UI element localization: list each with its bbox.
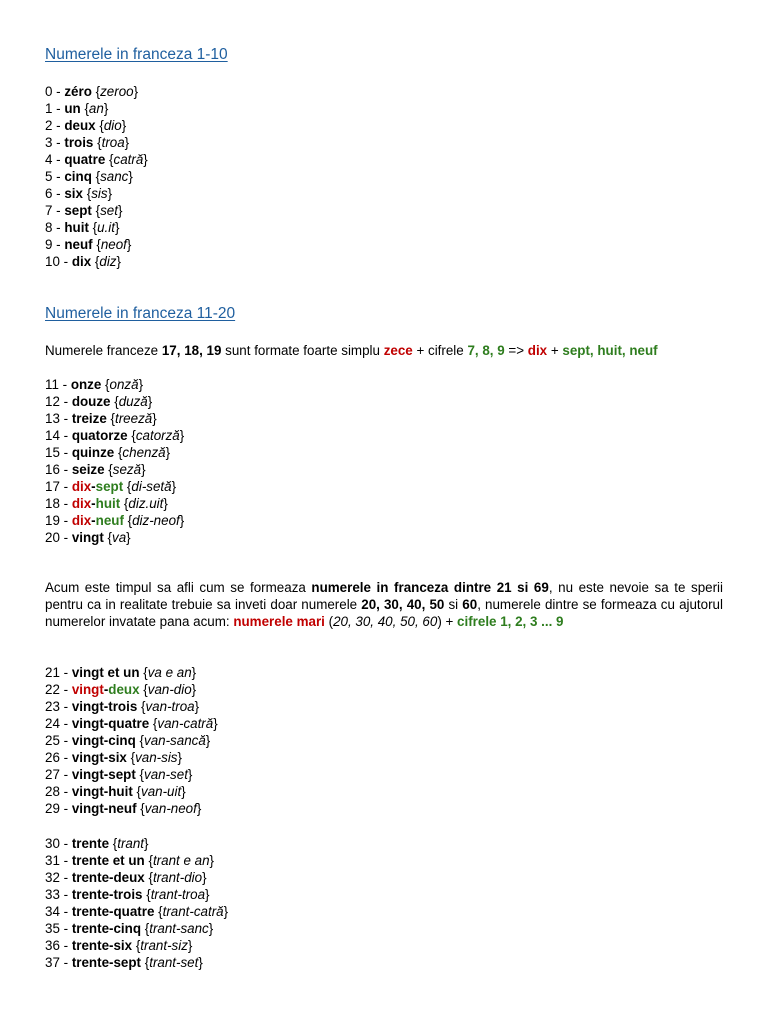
number-digit: 16 <box>45 462 60 477</box>
french-word <box>72 955 141 970</box>
word-part: trente-sept <box>71 955 142 970</box>
word-part: dix <box>71 496 92 511</box>
word-part: deux <box>64 118 96 133</box>
text-run: ( <box>324 614 334 629</box>
text-run: 7, 8, 9 <box>467 343 505 358</box>
word-part: deux <box>108 682 140 697</box>
pronunciation: trant-dio <box>152 870 203 885</box>
word-part: huit <box>95 496 121 511</box>
number-digit: 18 <box>45 496 60 511</box>
word-part: six <box>64 186 83 201</box>
number-item: 1 - un {an} <box>45 101 109 116</box>
number-item: 19 - dix-neuf {diz-neof} <box>45 513 185 528</box>
pronunciation: trant-troa <box>150 887 206 902</box>
number-item: 16 - seize {seză} <box>45 462 146 477</box>
french-word <box>64 220 89 235</box>
french-word <box>72 496 120 511</box>
text-run: numerele mari <box>233 614 325 629</box>
french-word <box>71 377 102 392</box>
french-word <box>72 784 133 799</box>
pronunciation: sanc <box>100 169 129 184</box>
text-run: , nu este nevoie sa te sperii pentru ca in realitate trebuie sa inveti doar numerele <box>45 580 723 612</box>
pronunciation: catorză <box>135 428 180 443</box>
word-part: vingt-six <box>71 750 127 765</box>
word-part: huit <box>64 220 89 235</box>
number-item: 2 - deux {dio} <box>45 118 127 133</box>
french-word <box>64 186 83 201</box>
text-run: Acum este timpul sa afli cum se formeaza <box>45 580 312 595</box>
pronunciation: trant <box>117 836 145 851</box>
intro-paragraph-21-69 <box>45 579 723 630</box>
number-item: 14 - quatorze {catorză} <box>45 428 185 443</box>
word-part: un <box>64 101 81 116</box>
number-item: 25 - vingt-cinq {van-sancă} <box>45 733 211 748</box>
word-part: vingt-huit <box>71 784 133 799</box>
text-run: dix <box>527 343 548 358</box>
number-digit: 0 <box>45 84 53 99</box>
french-word <box>72 716 149 731</box>
pronunciation: neof <box>100 237 127 252</box>
number-item: 17 - dix-sept {di-setă} <box>45 479 177 494</box>
number-item: 33 - trente-trois {trant-troa} <box>45 887 210 902</box>
word-part: - <box>91 496 96 511</box>
french-word <box>64 169 92 184</box>
french-word <box>72 682 140 697</box>
number-list-21-29 <box>45 664 218 817</box>
number-list-11-20 <box>45 376 184 546</box>
word-part: zéro <box>64 84 92 99</box>
pronunciation: van-sis <box>135 750 178 765</box>
number-digit: 22 <box>45 682 60 697</box>
number-item: 15 - quinze {chenză} <box>45 445 171 460</box>
number-digit: 33 <box>45 887 60 902</box>
word-part: vingt-cinq <box>71 733 136 748</box>
number-item: 18 - dix-huit {diz.uit} <box>45 496 168 511</box>
number-digit: 12 <box>45 394 60 409</box>
number-item: 29 - vingt-neuf {van-neof} <box>45 801 202 816</box>
pronunciation: van-dio <box>147 682 192 697</box>
number-item: 36 - trente-six {trant-siz} <box>45 938 193 953</box>
pronunciation: diz-neof <box>132 513 180 528</box>
number-digit: 2 <box>45 118 53 133</box>
pronunciation: u.it <box>97 220 115 235</box>
text-run: 60 <box>462 597 478 612</box>
number-item: 21 - vingt et un {va e an} <box>45 665 197 680</box>
number-item: 0 - zéro {zeroo} <box>45 84 139 99</box>
pronunciation: trant-set <box>149 955 199 970</box>
number-digit: 26 <box>45 750 60 765</box>
french-word <box>72 870 145 885</box>
pronunciation: seză <box>112 462 142 477</box>
word-part: vingt <box>71 682 104 697</box>
word-part: vingt <box>71 530 104 545</box>
text-run: cifrele 1, 2, 3 ... 9 <box>457 614 564 629</box>
word-part: dix <box>71 513 92 528</box>
pronunciation: diz.uit <box>128 496 164 511</box>
text-run: => <box>504 343 528 358</box>
number-digit: 37 <box>45 955 60 970</box>
number-digit: 7 <box>45 203 53 218</box>
pronunciation: van-catră <box>157 716 214 731</box>
number-digit: 35 <box>45 921 60 936</box>
pronunciation: van-troa <box>145 699 195 714</box>
pronunciation: diz <box>99 254 117 269</box>
number-digit: 19 <box>45 513 60 528</box>
word-part: vingt et un <box>71 665 140 680</box>
number-digit: 8 <box>45 220 53 235</box>
word-part: cinq <box>64 169 92 184</box>
pronunciation: di-setă <box>131 479 172 494</box>
number-digit: 11 <box>45 377 59 392</box>
word-part: trois <box>64 135 94 150</box>
number-item: 11 - onze {onză} <box>45 377 144 392</box>
number-digit: 20 <box>45 530 60 545</box>
text-run: Numerele franceze <box>45 343 162 358</box>
number-digit: 25 <box>45 733 60 748</box>
pronunciation: set <box>100 203 118 218</box>
french-word <box>72 750 127 765</box>
french-word <box>72 665 140 680</box>
pronunciation: van-uit <box>141 784 182 799</box>
word-part: quatre <box>64 152 106 167</box>
french-word <box>72 530 104 545</box>
number-item: 23 - vingt-trois {van-troa} <box>45 699 200 714</box>
french-word <box>72 921 141 936</box>
french-word <box>72 513 124 528</box>
word-part: neuf <box>95 513 124 528</box>
number-item: 6 - six {sis} <box>45 186 113 201</box>
number-digit: 13 <box>45 411 60 426</box>
french-word <box>72 254 91 269</box>
pronunciation: van-sancă <box>144 733 206 748</box>
french-word <box>64 203 92 218</box>
number-item: 13 - treize {treeză} <box>45 411 157 426</box>
number-digit: 10 <box>45 254 60 269</box>
number-item: 12 - douze {duză} <box>45 394 153 409</box>
text-run: numerele in franceza dintre 21 si 69 <box>311 580 549 595</box>
pronunciation: van-neof <box>144 801 197 816</box>
number-digit: 9 <box>45 237 53 252</box>
number-digit: 5 <box>45 169 53 184</box>
pronunciation: troa <box>101 135 125 150</box>
text-run: si <box>444 597 463 612</box>
number-item: 4 - quatre {catră} <box>45 152 148 167</box>
text-run: , numerele dintre se formeaza cu ajutorul numerelor invatate pana acum: <box>45 597 723 629</box>
word-part: trente-six <box>71 938 133 953</box>
word-part: onze <box>70 377 102 392</box>
french-word <box>72 445 114 460</box>
text-run: 20, 30, 40, 50 <box>361 597 445 612</box>
pronunciation: trant e an <box>152 853 210 868</box>
word-part: seize <box>71 462 105 477</box>
number-item: 31 - trente et un {trant e an} <box>45 853 214 868</box>
word-part: quinze <box>71 445 115 460</box>
word-part: - <box>103 682 109 697</box>
word-part: trente-trois <box>71 887 143 902</box>
number-item: 20 - vingt {va} <box>45 530 131 545</box>
pronunciation: va <box>112 530 127 545</box>
pronunciation: van-set <box>144 767 188 782</box>
french-word <box>72 699 137 714</box>
number-digit: 34 <box>45 904 60 919</box>
pronunciation: treeză <box>115 411 153 426</box>
word-part: dix <box>71 479 92 494</box>
word-part: vingt-sept <box>71 767 136 782</box>
number-digit: 21 <box>45 665 60 680</box>
pronunciation: chenză <box>122 445 166 460</box>
word-part: trente-quatre <box>71 904 155 919</box>
number-digit: 23 <box>45 699 60 714</box>
pronunciation: duză <box>118 394 148 409</box>
number-list-1-10 <box>45 83 148 270</box>
word-part: vingt-neuf <box>71 801 137 816</box>
word-part: neuf <box>64 237 93 252</box>
french-word <box>64 118 95 133</box>
number-item: 34 - trente-quatre {trant-catră} <box>45 904 229 919</box>
french-word <box>72 938 132 953</box>
pronunciation: trant-catră <box>162 904 224 919</box>
text-run: + <box>547 343 563 358</box>
french-word <box>64 237 92 252</box>
number-digit: 1 <box>45 101 53 116</box>
pronunciation: dio <box>103 118 122 133</box>
french-word <box>64 101 80 116</box>
number-digit: 31 <box>45 853 60 868</box>
french-word <box>64 84 92 99</box>
french-word <box>72 411 107 426</box>
section-title-11-20: Numerele in franceza 11-20 <box>45 305 236 322</box>
word-part: - <box>91 479 96 494</box>
french-word <box>72 733 136 748</box>
word-part: - <box>91 513 96 528</box>
french-word <box>72 836 109 851</box>
french-word <box>72 462 105 477</box>
number-digit: 14 <box>45 428 60 443</box>
number-digit: 32 <box>45 870 60 885</box>
text-run: sept, huit, neuf <box>562 343 658 358</box>
text-run: + cifrele <box>412 343 468 358</box>
intro-paragraph-11-20 <box>45 342 723 359</box>
number-digit: 30 <box>45 836 60 851</box>
word-part: vingt-trois <box>71 699 138 714</box>
pronunciation: va e an <box>147 665 192 680</box>
word-part: quatorze <box>71 428 128 443</box>
word-part: douze <box>71 394 111 409</box>
number-digit: 36 <box>45 938 60 953</box>
number-item: 5 - cinq {sanc} <box>45 169 133 184</box>
number-digit: 3 <box>45 135 53 150</box>
word-part: trente-deux <box>71 870 145 885</box>
french-word <box>64 135 93 150</box>
word-part: trente et un <box>71 853 145 868</box>
pronunciation: zeroo <box>100 84 134 99</box>
number-item: 37 - trente-sept {trant-set} <box>45 955 203 970</box>
text-run: 20, 30, 40, 50, 60 <box>333 614 438 629</box>
text-run: ) + <box>437 614 458 629</box>
french-word <box>72 428 128 443</box>
text-run: 17, 18, 19 <box>161 343 222 358</box>
text-run: sunt formate foarte simplu <box>221 343 384 358</box>
number-item: 7 - sept {set} <box>45 203 123 218</box>
pronunciation: trant-siz <box>140 938 188 953</box>
french-word <box>72 887 143 902</box>
section-title-1-10: Numerele in franceza 1-10 <box>45 46 228 63</box>
number-digit: 6 <box>45 186 53 201</box>
word-part: vingt-quatre <box>71 716 150 731</box>
word-part: sept <box>95 479 124 494</box>
word-part: sept <box>64 203 92 218</box>
number-digit: 15 <box>45 445 60 460</box>
word-part: trente-cinq <box>71 921 142 936</box>
pronunciation: catră <box>113 152 144 167</box>
pronunciation: an <box>88 101 104 116</box>
number-item: 35 - trente-cinq {trant-sanc} <box>45 921 214 936</box>
number-item: 24 - vingt-quatre {van-catră} <box>45 716 218 731</box>
number-item: 22 - vingt-deux {van-dio} <box>45 682 197 697</box>
number-item: 3 - trois {troa} <box>45 135 130 150</box>
number-digit: 28 <box>45 784 60 799</box>
number-digit: 24 <box>45 716 60 731</box>
french-word <box>72 394 111 409</box>
word-part: dix <box>71 254 92 269</box>
number-item: 27 - vingt-sept {van-set} <box>45 767 193 782</box>
number-item: 32 - trente-deux {trant-dio} <box>45 870 207 885</box>
number-item: 28 - vingt-huit {van-uit} <box>45 784 186 799</box>
number-item: 30 - trente {trant} <box>45 836 149 851</box>
french-word <box>72 904 155 919</box>
number-item: 26 - vingt-six {van-sis} <box>45 750 182 765</box>
number-item: 9 - neuf {neof} <box>45 237 132 252</box>
french-word <box>72 853 145 868</box>
pronunciation: trant-sanc <box>149 921 209 936</box>
french-word <box>72 767 136 782</box>
french-word <box>64 152 105 167</box>
number-digit: 29 <box>45 801 60 816</box>
french-word <box>72 479 123 494</box>
number-item: 8 - huit {u.it} <box>45 220 120 235</box>
pronunciation: sis <box>91 186 108 201</box>
number-digit: 17 <box>45 479 60 494</box>
french-word <box>72 801 137 816</box>
pronunciation: onză <box>109 377 139 392</box>
word-part: trente <box>71 836 110 851</box>
number-list-30-37 <box>45 835 228 971</box>
text-run: zece <box>383 343 413 358</box>
number-item: 10 - dix {diz} <box>45 254 121 269</box>
number-digit: 27 <box>45 767 60 782</box>
number-digit: 4 <box>45 152 53 167</box>
word-part: treize <box>71 411 107 426</box>
